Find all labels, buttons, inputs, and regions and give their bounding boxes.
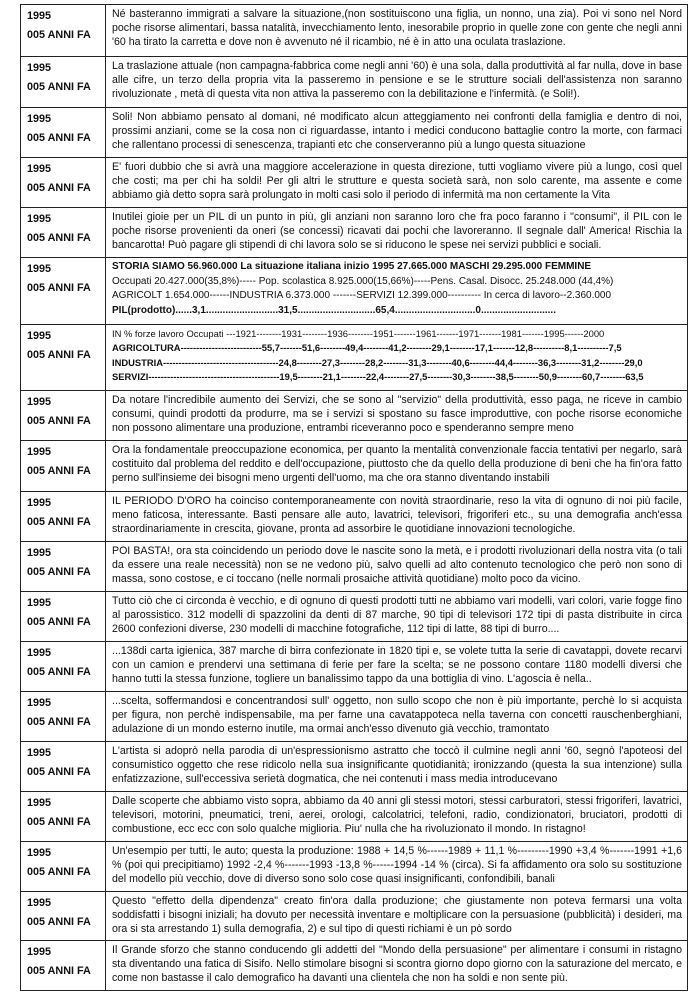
table-row bbox=[21, 208, 687, 258]
text-cell bbox=[106, 692, 687, 741]
table-row bbox=[21, 391, 687, 441]
years-ago-label: 005 ANNI FA bbox=[27, 916, 91, 928]
years-ago-label: 005 ANNI FA bbox=[27, 965, 91, 977]
year-label: 1995 bbox=[27, 163, 52, 175]
paragraph: IL PERIODO D'ORO ha coinciso contemporaneamente con novità straordinarie, reso la vita di ognuno di noi più facile, meno faticosa, interessante. Basti pensare alle auto, lavatrici, televisori, frigoriferi etc., su una demografia anch'essa straordinariamente in crescita, giovane, pronta ad assorbire le quotidiane innovazioni tecnologiche. bbox=[112, 495, 682, 536]
table-row bbox=[21, 642, 687, 692]
paragraph: E' fuori dubbio che si avrà una maggiore accelerazione in questa direzione, tutti vogliamo vivere più a lungo, così quel che costi; ma per chi ha soldi! Per gli altri le strutture e questa società sarà, non solo carente, ma assente e come abbiamo già detto sopra sarà prolungato in molti casi solo il periodo di infermità ma non certamente la Vita bbox=[112, 161, 682, 202]
paragraph: Dalle scoperte che abbiamo visto sopra, abbiamo da 40 anni gli stessi motori, stessi carburatori, stessi frigoriferi, lavatrici, televisori, motorini, pneumatici, treni, aerei, orologi, calcolatrici, telefoni, radio, condizionatori, bruciatori, prodotti di combustione, ecc ecc con solo qualche miglioria. Piu' nulla che ha rivoluzionato il mondo. In ristagno! bbox=[112, 795, 682, 836]
date-cell bbox=[21, 57, 106, 107]
paragraph: POI BASTA!, ora sta coincidendo un periodo dove le nascite sono la metà, e i prodotti rivoluzionari della nostra vita (o tali da essere una reale necessità) non se ne vedono più, salvo quelli ad alto contenuto tecnologico che però non sono di massa, sono costose, e ci toccano (nelle normali prosaiche attività quotidiane) molto poco da vicino. bbox=[112, 545, 682, 586]
date-cell bbox=[21, 642, 106, 691]
stats-line: STORIA SIAMO 56.960.000 La situazione italiana inizio 1995 27.665.000 MASCHI 29.295.000 FEMMINE bbox=[112, 261, 592, 272]
document-table bbox=[20, 4, 688, 991]
date-cell bbox=[21, 742, 106, 791]
table-row bbox=[21, 441, 687, 492]
years-ago-label: 005 ANNI FA bbox=[27, 666, 91, 678]
years-ago-label: 005 ANNI FA bbox=[27, 816, 91, 828]
table-row bbox=[21, 692, 687, 742]
date-cell bbox=[21, 441, 106, 491]
date-cell bbox=[21, 941, 106, 990]
date-cell bbox=[21, 391, 106, 440]
text-cell bbox=[106, 325, 687, 390]
years-ago-label: 005 ANNI FA bbox=[27, 349, 91, 361]
text-cell bbox=[106, 941, 687, 990]
year-label: 1995 bbox=[27, 497, 52, 509]
table-row bbox=[21, 158, 687, 208]
years-ago-label: 005 ANNI FA bbox=[27, 465, 91, 477]
table-row bbox=[21, 742, 687, 792]
paragraph: ...138di carta igienica, 387 marche di birra confezionate in 1820 tipi e, se volete tutta la serie di cavatappi, dovete recarvi con un camion e prendervi una settimana di ferie per fare la scelta; se ne possono contare 1180 modelli diversi che hanno tutti la stessa funzione, togliere un banalissimo tappo da una bottiglia di vino. L'agoscia è nella.. bbox=[112, 645, 682, 686]
year-label: 1995 bbox=[27, 396, 52, 408]
text-cell bbox=[106, 258, 687, 324]
year-label: 1995 bbox=[27, 62, 52, 74]
stats-line: AGRICOLT 1.654.000------INDUSTRIA 6.373.000 -------SERVIZI 12.399.000---------- In cerca di lavoro--2.360.000 bbox=[112, 290, 612, 301]
text-cell bbox=[106, 208, 687, 257]
years-ago-label: 005 ANNI FA bbox=[27, 182, 91, 194]
text-cell bbox=[106, 742, 687, 791]
date-cell bbox=[21, 5, 106, 56]
labor-line: SERVIZI------------------------------------------19,5--------21,1--------22,4--------27,5--------30,3--------38,5--------50,9--------60,7--------63,5 bbox=[112, 371, 644, 383]
year-label: 1995 bbox=[27, 697, 52, 709]
date-cell bbox=[21, 792, 106, 841]
paragraph: L'artista si adoprò nella parodia di un'espressionismo astratto che toccò il culmine negli anni '60, segnò l'apoteosi del consumistico oggetto che rese ridicolo nella sua insignificante quotidianità; ironizzando (questa la sua intenzione) sulla enfatizzazione, sull'eccessiva serietà dogmatica, che nei contenuti i mass media introducevano bbox=[112, 745, 682, 786]
date-cell bbox=[21, 208, 106, 257]
text-cell bbox=[106, 792, 687, 841]
table-row bbox=[21, 492, 687, 542]
stats-line: PIL(prodotto)......3,1..........................31,5............................65,4.............................0........................... bbox=[112, 304, 556, 316]
years-ago-label: 005 ANNI FA bbox=[27, 516, 91, 528]
labor-line: IN % forze lavoro Occupati ---1921--------1931--------1936--------1951-------1961-------1971-------1981-------1995------2000 bbox=[112, 328, 605, 339]
date-cell bbox=[21, 325, 106, 390]
year-label: 1995 bbox=[27, 263, 52, 275]
date-cell bbox=[21, 492, 106, 541]
years-ago-label: 005 ANNI FA bbox=[27, 616, 91, 628]
table-row bbox=[21, 5, 687, 57]
date-cell bbox=[21, 592, 106, 641]
paragraph: Inutilei gioie per un PIL di un punto in più, gli anziani non saranno loro che fra poco faranno i "consumi", il PIL con le poche risorse provenienti da oneri (se concessi) ricavati dai pochi che lavoreranno. Il segnale dall' America! Rischia la bancarotta! Può pagare gli stipendi di chi lavora solo se si riducono le spese nei servizi pubblici e sociali. bbox=[112, 211, 682, 252]
table-row bbox=[21, 542, 687, 592]
year-label: 1995 bbox=[27, 897, 52, 909]
paragraph: Ora la fondamentale preoccupazione economica, per quanto la mentalità convenzionale faccia tentativi per negarlo, sarà costituito dal problema del reddito e dell'occupazione, piuttosto che da quello della produzione di beni che ha fin'ora fatto perno sull'insieme dei bisogni meno urgenti dell'uomo, ma che ora stanno diventando instabili bbox=[112, 444, 682, 485]
text-cell bbox=[106, 492, 687, 541]
table-row bbox=[21, 842, 687, 892]
year-label: 1995 bbox=[27, 647, 52, 659]
date-cell bbox=[21, 542, 106, 591]
year-label: 1995 bbox=[27, 946, 52, 958]
labor-line: AGRICOLTURA--------------------------55,7-------51,6--------49,4--------41,2--------29,1--------17,1-------12,8----------8,1----------7,5 bbox=[112, 342, 622, 354]
year-label: 1995 bbox=[27, 10, 52, 22]
date-cell bbox=[21, 842, 106, 891]
years-ago-label: 005 ANNI FA bbox=[27, 282, 91, 294]
text-cell bbox=[106, 441, 687, 491]
years-ago-label: 005 ANNI FA bbox=[27, 766, 91, 778]
year-label: 1995 bbox=[27, 446, 52, 458]
years-ago-label: 005 ANNI FA bbox=[27, 132, 91, 144]
text-cell bbox=[106, 642, 687, 691]
paragraph: ...scelta, soffermandosi e concentrandosi sull' oggetto, non sullo scopo che non è più importante, perchè lo si acquista per figura, non perchè indispensabile, ma per farne una cavatappoteca nella taverna con concetti rauschenberghiani, adulazione di un mondo esterno inutile, ma ormai anch'esso divenuto già vecchio, tramontato bbox=[112, 695, 682, 736]
years-ago-label: 005 ANNI FA bbox=[27, 566, 91, 578]
paragraph: Soli! Non abbiamo pensato al domani, né modificato alcun atteggiamento nei confronti della famiglia e dentro di noi, prossimi anziani, come se la cosa non ci riguardasse, intanto i medici conducono battaglie contro la morte, con farmaci che rallentano processi di senescenza, trapianti etc che conserveranno più a lungo questa situazione bbox=[112, 111, 682, 152]
table-row bbox=[21, 941, 687, 991]
stats-line: Occupati 20.427.000(35,8%)----- Pop. scolastica 8.925.000(15,66%)-----Pens. Casal. Disocc. 25.248.000 (44,4%) bbox=[112, 275, 614, 287]
text-cell bbox=[106, 57, 687, 107]
date-cell bbox=[21, 258, 106, 324]
text-cell bbox=[106, 542, 687, 591]
years-ago-label: 005 ANNI FA bbox=[27, 866, 91, 878]
date-cell bbox=[21, 892, 106, 940]
paragraph: Un'esempio per tutti, le auto; questa la produzione: 1988 + 14,5 %------1989 + 11,1 %---------1990 +3,4 %-------1991 +1,6 % (poi qui precipitiamo) 1992 -2,4 %-------1993 -13,8 %------1994 -14 % (circa). Si fa affidamento ora solo su sostituzione del modello più vecchio, dove di diverso sono solo cose quasi insignificanti, confondibili, banali bbox=[112, 845, 682, 886]
text-cell bbox=[106, 391, 687, 440]
year-label: 1995 bbox=[27, 847, 52, 859]
years-ago-label: 005 ANNI FA bbox=[27, 29, 91, 41]
years-ago-label: 005 ANNI FA bbox=[27, 716, 91, 728]
date-cell bbox=[21, 108, 106, 157]
year-label: 1995 bbox=[27, 113, 52, 125]
text-cell bbox=[106, 842, 687, 891]
table-row bbox=[21, 892, 687, 941]
text-cell bbox=[106, 108, 687, 157]
table-row bbox=[21, 592, 687, 642]
years-ago-label: 005 ANNI FA bbox=[27, 232, 91, 244]
date-cell bbox=[21, 692, 106, 741]
paragraph: Questo "effetto della dipendenza" creato fin'ora dalla produzione; che giustamente non poteva fermarsi una volta soddisfatti i bisogni iniziali; ha dovuto per necessità inventare e moltiplicare con la persuasione (pubblicità) i desideri, ma ora si sta arrestando 1) sulla demografia, 2) e sul tipo di questi richiami è un pò sordo bbox=[112, 895, 682, 936]
paragraph: Il Grande sforzo che stanno conducendo gli addetti del "Mondo della persuasione" per alimentare i consumi in ristagno sta diventando una fatica di Sisifo. Nello stimolare bisogni si scontra giorno dopo giorno con la saturazione del mercato, e come non bastasse il calo demografico ha davanti una clientela che non ha soldi e non sente più. bbox=[112, 944, 682, 985]
year-label: 1995 bbox=[27, 213, 52, 225]
paragraph: Da notare l'incredibile aumento dei Servizi, che se sono al "servizio" della produttività, esso paga, ne riceve in cambio consumi, quindi prodotti da produrre, ma se i servizi si spostano su fasce improduttive, con poche risorse economiche non possono alimentare una produzione, entrambi riceveranno poco e spenderanno sempre meno bbox=[112, 394, 682, 435]
years-ago-label: 005 ANNI FA bbox=[27, 415, 91, 427]
paragraph: Né basteranno immigrati a salvare la situazione,(non sostituiscono una figlia, un nonno, una zia). Poi vi sono nel Nord poche risorse alimentari, bassa natalità, invecchiamento lento, inesorabile proprio in quelle zone con gente che negli anni '60 ha tirato la carretta e dove non è avvenuto né il ricambio, né è in atto una oculata traslazione. bbox=[112, 8, 682, 49]
text-cell bbox=[106, 592, 687, 641]
text-cell bbox=[106, 892, 687, 940]
table-row-population-stats bbox=[21, 258, 687, 325]
table-row-labor-force bbox=[21, 325, 687, 391]
year-label: 1995 bbox=[27, 597, 52, 609]
text-cell bbox=[106, 5, 687, 56]
date-cell bbox=[21, 158, 106, 207]
paragraph: La traslazione attuale (non campagna-fabbrica come negli anni '60) è una sola, dalla produttività al far nulla, dove in base alle cifre, un terzo della propria vita la passeremo in pensione e se le strutture sociali dell'assistenza non saranno rivoluzionate , metà di questa vita non attiva la passeremo con la debilitazione e l'infermità. (e Soli!). bbox=[112, 60, 682, 101]
table-row bbox=[21, 108, 687, 158]
table-row bbox=[21, 57, 687, 108]
text-cell bbox=[106, 158, 687, 207]
years-ago-label: 005 ANNI FA bbox=[27, 81, 91, 93]
year-label: 1995 bbox=[27, 797, 52, 809]
year-label: 1995 bbox=[27, 547, 52, 559]
year-label: 1995 bbox=[27, 747, 52, 759]
table-row bbox=[21, 792, 687, 842]
labor-line: INDUSTRIA-------------------------------------24,8--------27,3--------28,2--------31,3--------40,6--------44,4--------36,3--------31,2--------29,0 bbox=[112, 356, 643, 368]
paragraph: Tutto ciò che ci circonda è vecchio, e di ognuno di questi prodotti tutti ne abbiamo vari modelli, vari colori, varie fogge fino al parossistico. 312 modelli di spazzolini da denti di 87 marche, 90 tipi di televisori 172 tipi di pasta distribuite in circa 2600 confezioni diverse, 230 modelli di macchine fotografiche, 112 tipi di latte, 88 tipi di burro.... bbox=[112, 595, 682, 636]
year-label: 1995 bbox=[27, 330, 52, 342]
